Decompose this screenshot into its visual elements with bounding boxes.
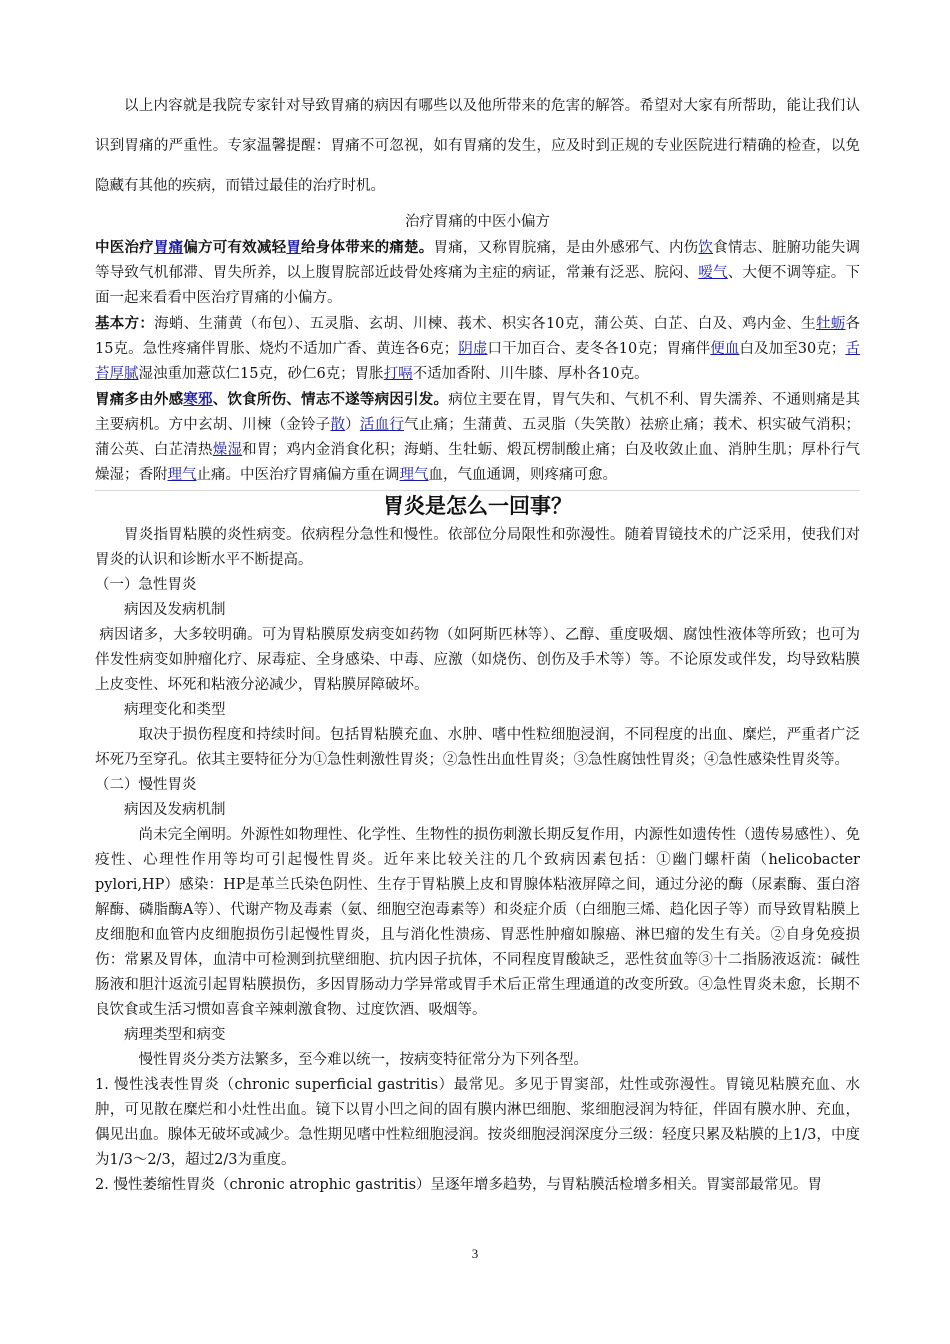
- link-stomach-pain[interactable]: 胃痛: [153, 239, 184, 256]
- tcm-p2-text-6: 不适加香附、川牛膝、厚朴各10克。: [412, 366, 649, 382]
- chronic-sub-pathology: 病理类型和病变: [124, 1027, 226, 1043]
- tcm-p3-text-1: 病位主要在胃，胃气失和、气机不利、胃失濡养、不通则痛是其主要病机。方中玄胡、川楝（金铃子: [95, 392, 861, 433]
- acute-sub-pathology: 病理变化和类型: [124, 702, 226, 718]
- intro-paragraph: 以上内容就是我院专家针对导致胃痛的病因有哪些以及他所带来的危害的解答。希望对大家有所帮助，能让我们认识到胃痛的严重性。专家温馨提醒：胃痛不可忽视，如有胃痛的发生，应及时到正规的专业医院进行精确的检查，以免隐藏有其他的疾病，而错过最佳的治疗时机。: [95, 98, 860, 194]
- tcm-p3-text-5: 和胃；鸡内金消食化积；海蛸、生牡蛎、煅瓦楞制酸止痛；白及收敛止血、消肿生肌；厚朴行气燥湿；香附: [95, 442, 861, 483]
- link-thick-tongue-coating[interactable]: 舌苔厚腻: [95, 341, 861, 382]
- tcm-p1-bold-1: 中医治疗: [95, 239, 154, 256]
- tcm-p1-bold-3: 给身体带来的痛楚。: [301, 239, 434, 256]
- tcm-paragraph-1: [95, 235, 860, 311]
- tcm-p1-text-3: 、大便不调等症。下面一起来看看中医治疗胃痛的小偏方。: [95, 265, 861, 306]
- link-regulate-qi-2[interactable]: 理气: [399, 467, 429, 483]
- tcm-paragraph-3: [95, 387, 860, 488]
- link-oyster-shell[interactable]: 牡蛎: [815, 316, 846, 332]
- tcm-p3-bold-1: 胃痛多由外感: [95, 391, 184, 408]
- link-yin-deficiency[interactable]: 阴虚: [458, 341, 488, 357]
- acute-sub-etiology: 病因及发病机制: [124, 602, 226, 618]
- chronic-pathology-text: 慢性胃炎分类方法繁多，至今难以统一，按病变特征常分为下列各型。: [138, 1052, 588, 1068]
- chronic-etiology-text: 尚未完全阐明。外源性如物理性、化学性、生物性的损伤刺激长期反复作用，内源性如遗传性（遗传易感性）、免疫性、心理性作用等均可引起慢性胃炎。近年来比较关注的几个致病因素包括：①幽门螺杆菌（helicobacter pylori,HP）感染：HP是革兰氏染色阴性、生存于胃粘膜上皮和胃腺体粘液屏障之间，通过分泌的酶（尿素酶、蛋白溶解酶、磷脂酶A等）、代谢产物及毒素（氨、细胞空泡毒素等）和炎症介质（白细胞三烯、趋化因子等）而导致胃粘膜上皮细胞和血管内皮细胞损伤引起慢性胃炎，且与消化性溃疡、胃恶性肿瘤如腺癌、淋巴瘤的发生有关。②自身免疫损伤：常累及胃体，血清中可检测到抗壁细胞、抗内因子抗体，不同程度胃酸缺乏，恶性贫血等③十二指肠液返流：碱性肠液和胆汁返流引起胃粘膜损伤，多因胃肠动力学异常或胃手术后正常生理通道的改变所致。④急性胃炎未愈，长期不良饮食或生活习惯如喜食辛辣刺激食物、过度饮酒、吸烟等。: [95, 827, 860, 1018]
- gastritis-intro: 胃炎指胃粘膜的炎性病变。依病程分急性和慢性。依部位分局限性和弥漫性。随着胃镜技术的广泛采用，使我们对胃炎的认识和诊断水平不断提高。: [95, 527, 860, 568]
- link-powder[interactable]: 散: [330, 417, 346, 433]
- link-dry-dampness[interactable]: 燥湿: [212, 442, 243, 458]
- page-number: 3: [471, 1246, 479, 1261]
- tcm-p3-text-7: 血，气血通调，则疼痛可愈。: [428, 467, 617, 483]
- tcm-p1-text-2: 食情志、脏腑功能失调等导致气机郁滞、胃失所养，以上腹胃脘部近歧骨处疼痛为主症的病证，常兼有泛恶、脘闷、: [95, 240, 861, 281]
- tcm-title: 治疗胃痛的中医小偏方: [405, 214, 550, 230]
- link-diet[interactable]: 饮: [698, 240, 714, 256]
- acute-etiology-text: 病因诸多，大多较明确。可为胃粘膜原发病变如药物（如阿斯匹林等）、乙醇、重度吸烟、腐蚀性液体等所致；也可为伴发性病变如肿瘤化疗、尿毒症、全身感染、中毒、应激（如烧伤、创伤及手术等）等。不论原发或伴发，均导致粘膜上皮变性、坏死和粘液分泌减少，胃粘膜屏障破坏。: [95, 627, 860, 693]
- tcm-paragraph-2: [95, 311, 860, 387]
- tcm-p3-text-4: 气止痛；生蒲黄、五灵脂（失笑散）祛瘀止痛；莪术、枳实破气消积；蒲公英、白芷清热: [95, 417, 861, 458]
- document-page: [95, 0, 860, 1198]
- tcm-p2-text-5: 湿浊重加薏苡仁15克，砂仁6克；胃胀: [138, 366, 384, 382]
- acute-pathology-text: 取决于损伤程度和持续时间。包括胃粘膜充血、水肿、嗜中性粒细胞浸润，不同程度的出血、糜烂，严重者广泛坏死乃至穿孔。依其主要特征分为①急性刺激性胃炎；②急性出血性胃炎；③急性腐蚀性胃炎；④急性感染性胃炎等。: [95, 727, 860, 768]
- link-belching[interactable]: 嗳气: [698, 265, 728, 281]
- chronic-heading: （二）慢性胃炎: [95, 777, 197, 793]
- link-hiccup[interactable]: 打嗝: [383, 366, 413, 382]
- gastritis-title: 胃炎是怎么一回事？: [95, 490, 860, 521]
- link-bloody-stool[interactable]: 便血: [710, 341, 740, 357]
- tcm-p1-bold-2: 偏方可有效减轻: [183, 239, 287, 256]
- link-cold-evil[interactable]: 寒邪: [183, 391, 213, 408]
- acute-heading: （一）急性胃炎: [95, 577, 197, 593]
- chronic-item-1: 1. 慢性浅表性胃炎（chronic superficial gastritis）最常见。多见于胃窦部，灶性或弥漫性。胃镜见粘膜充血、水肿，可见散在糜烂和小灶性出血。镜下以胃小凹之间的固有膜内淋巴细胞、浆细胞浸润为特征，伴固有膜水肿、充血，偶见出血。腺体无破坏或减少。急性期见嗜中性粒细胞浸润。按炎细胞浸润深度分三级：轻度只累及粘膜的上1/3，中度为1/3～2/3，超过2/3为重度。: [95, 1077, 860, 1168]
- link-move[interactable]: 行: [389, 417, 405, 433]
- tcm-p2-text-2: 各15克。急性疼痛伴胃胀、烧灼不适加广香、黄连各6克；: [95, 316, 860, 357]
- tcm-p2-bold: 基本方：: [95, 315, 155, 332]
- chronic-sub-etiology: 病因及发病机制: [124, 802, 226, 818]
- link-regulate-qi-1[interactable]: 理气: [167, 467, 197, 483]
- tcm-p2-text-3: 口干加百合、麦冬各10克；胃痛伴: [487, 341, 711, 357]
- tcm-p3-text-2: ）: [345, 417, 360, 433]
- link-activate-blood[interactable]: 活血: [359, 417, 390, 433]
- chronic-item-2: 2. 慢性萎缩性胃炎（chronic atrophic gastritis）呈逐年增多趋势，与胃粘膜活检增多相关。胃窦部最常见。胃: [95, 1177, 823, 1193]
- tcm-p2-text-4: 白及加至30克；: [739, 341, 846, 357]
- tcm-p3-text-6: 止痛。中医治疗胃痛偏方重在调: [196, 467, 400, 483]
- tcm-p1-text-1: 胃痛，又称胃脘痛，是由外感邪气、内伤: [433, 240, 699, 256]
- tcm-p3-bold-2: 、饮食所伤、情志不遂等病因引发。: [212, 391, 449, 408]
- link-stomach[interactable]: 胃: [286, 239, 302, 256]
- tcm-p2-text-1: 海蛸、生蒲黄（布包）、五灵脂、玄胡、川楝、莪术、枳实各10克，蒲公英、白芷、白及、鸡内金、生: [154, 316, 816, 332]
